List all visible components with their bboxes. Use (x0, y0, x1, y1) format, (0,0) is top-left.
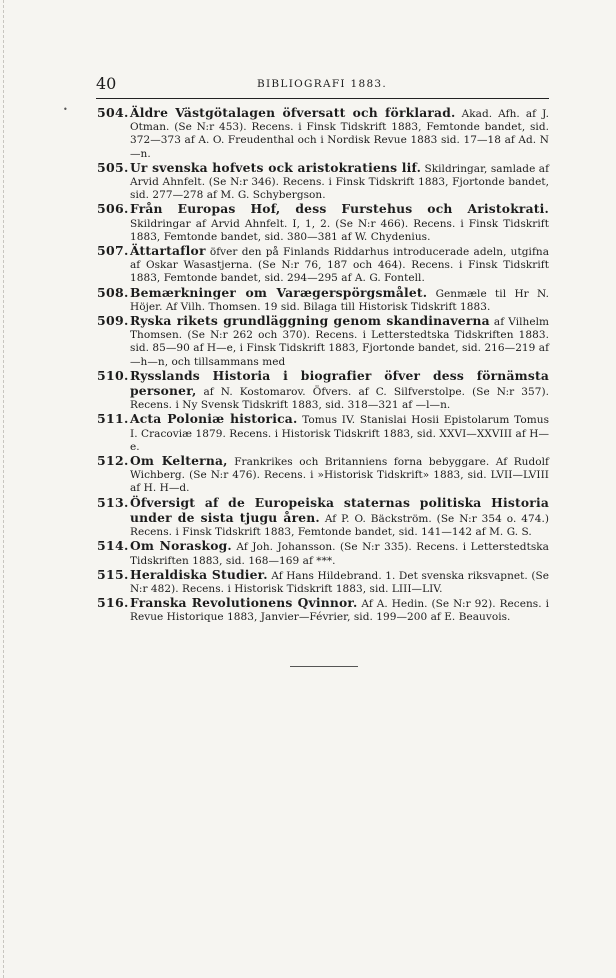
entry-body: Af P. O. Bäckström. (Se N:r 354 o. 474.) Recens. i Finsk Tidskrift 1883, Femtonde bandet, sid. 141—142 af M. G. S. (130, 512, 550, 539)
closing-rule (290, 666, 358, 667)
bibliography-entry (97, 106, 549, 161)
page-number: 40 (96, 74, 117, 93)
entry-number: 508. (97, 284, 129, 300)
bibliography-entry (97, 568, 549, 596)
bibliography-entries (97, 106, 549, 625)
entry-body: Af A. Hedin. (Se N:r 92). Recens. i Revue Historique 1883, Janvier—Février, sid. 199—200 af E. Beauvois. (130, 598, 549, 624)
bibliography-entry (97, 496, 549, 540)
entry-number: 511. (97, 411, 129, 427)
entry-title: Från Europas Hof, dess Furstehus och Aristokrati. (130, 201, 549, 217)
bibliography-entry (97, 539, 549, 567)
entry-title: Om Noraskog. (130, 538, 232, 554)
entry-number: 505. (97, 159, 129, 175)
entry-title: Ryska rikets grundläggning genom skandinaverna (130, 313, 490, 329)
bibliography-entry (97, 202, 549, 244)
bibliography-entry (97, 454, 549, 496)
entry-number: 515. (97, 566, 129, 582)
entry-title: Bemærkninger om Varægerspörgsmålet. (130, 284, 428, 300)
entry-body: af Vilhelm Thomsen. (Se N:r 262 och 370). Recens. i Letterstedtska Tidskriften 1883. sid. 85—90 af H—e, i Finsk Tidskrift 1883, Fjortonde bandet, sid. 216—219 af —h—n, och tillsammans med (130, 316, 550, 368)
bibliography-entry (97, 369, 549, 413)
entry-number: 506. (97, 201, 129, 217)
bibliography-entry (97, 412, 549, 454)
bibliography-entry (97, 244, 549, 286)
entry-body: Akad. Afh. af J. Otman. (Se N:r 453). Recens. i Finsk Tidskrift 1883, Femtonde bandet, sid. 372—373 af A. O. Freudenthal och i Nordisk Revue 1883 sid. 17—18 af Ad. N—n. (130, 108, 550, 160)
entry-title: Öfversigt af de Europeiska staternas politiska Historia under de sista tjugu åren. (130, 494, 549, 525)
header-rule (96, 98, 549, 99)
entry-body: Frankrikes och Britanniens forna bebyggare. Af Rudolf Wichberg. (Se N:r 476). Recens. i »Historisk Tidskrift» 1883, sid. LVII—LVIII af H. H—d. (130, 456, 549, 495)
bibliography-entry (97, 314, 549, 369)
entry-body: Skildringar af Arvid Ahnfelt. I, 1, 2. (Se N:r 466). Recens. i Finsk Tidskrift 1883, Femtonde bandet, sid. 380—381 af W. Chydenius. (130, 217, 549, 243)
entry-title: Om Kelterna, (130, 453, 228, 469)
entry-title: Heraldiska Studier. (130, 566, 268, 582)
entry-title: Ättartaflor (130, 243, 206, 259)
entry-number: 509. (97, 313, 129, 329)
entry-body: öfver den på Finlands Riddarhus introducerade adeln, utgifna af Oskar Wasastjerna. (Se N:r 76, 187 och 464). Recens. i Finsk Tidskrift 1883, Femtonde bandet, sid. 294—295 af A. G. Fontell. (130, 246, 550, 285)
entry-title: Ur svenska hofvets ock aristokratiens lif. (130, 159, 422, 175)
entry-number: 507. (97, 243, 129, 259)
bibliography-entry (97, 286, 549, 314)
entry-body: Skildringar, samlade af Arvid Ahnfelt. (Se N:r 346). Recens. i Finsk Tidskrift 1883, Fjortonde bandet, sid. 277—278 af M. G. Schybergson. (130, 162, 550, 202)
entry-number: 513. (97, 494, 129, 510)
margin-mark: • (63, 105, 68, 114)
entry-number: 504. (97, 105, 129, 120)
entry-number: 514. (97, 538, 129, 554)
entry-body: Af Hans Hildebrand. 1. Det svenska riksvapnet. (Se N:r 482). Recens. i Historisk Tidskrift 1883, sid. LIII—LIV. (130, 569, 550, 595)
entry-number: 512. (97, 453, 129, 469)
entry-title: Äldre Västgötalagen öfversatt och förklarad. (130, 105, 456, 120)
entry-number: 516. (97, 595, 129, 611)
entry-body: Tomus IV. Stanislai Hosii Epistolarum Tomus I. Cracoviæ 1879. Recens. i Historisk Tidskrift 1883, sid. XXVI—XXVIII af H—e. (130, 414, 550, 453)
entry-body: Genmæle til Hr N. Höjer. Af Vilh. Thomsen. 19 sid. Bilaga till Historisk Tidskrift 1883. (130, 287, 550, 313)
entry-title: Franska Revolutionens Qvinnor. (130, 595, 358, 611)
entry-number: 510. (97, 367, 129, 383)
scan-edge-line (3, 0, 5, 978)
bibliography-entry (97, 161, 549, 203)
page-header (96, 74, 548, 94)
bibliography-entry (97, 596, 549, 624)
entry-body: af N. Kostomarov. Öfvers. af C. Silfverstolpe. (Se N:r 357). Recens. i Ny Svensk Tidskrift 1883, sid. 318—321 af —l—n. (130, 386, 549, 412)
entry-title: Acta Poloniæ historica. (130, 411, 298, 427)
running-title: BIBLIOGRAFI 1883. (256, 78, 388, 90)
entry-title: Rysslands Historia i biografier öfver dess förnämsta personer, (130, 367, 549, 399)
entry-body: Af Joh. Johansson. (Se N:r 335). Recens. i Letterstedtska Tidskriften 1883, sid. 168—169 af ***. (130, 541, 549, 567)
